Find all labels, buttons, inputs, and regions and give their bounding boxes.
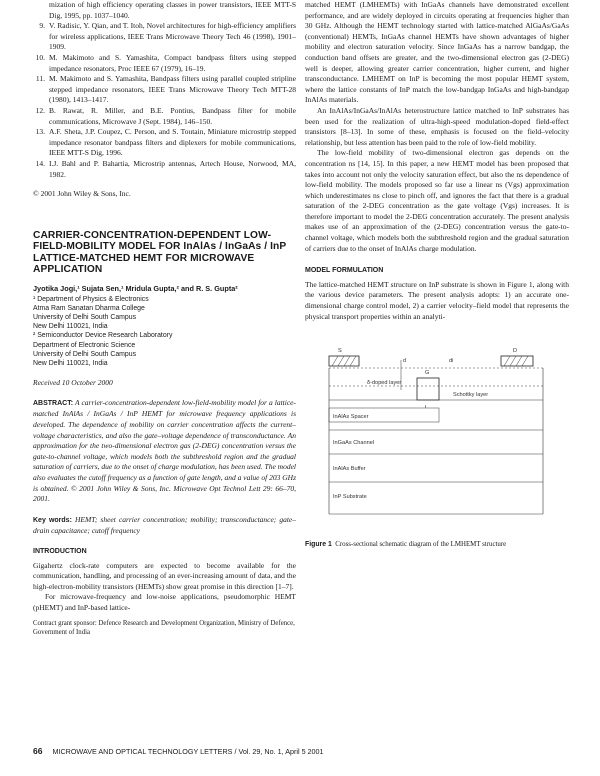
reference-list bbox=[33, 0, 296, 180]
affiliation-line: ² Semiconductor Device Research Laboratory bbox=[33, 332, 173, 340]
right-column bbox=[305, 0, 569, 549]
affiliations bbox=[33, 295, 296, 369]
gate-contact bbox=[417, 378, 439, 400]
dim-label-d: d bbox=[403, 358, 407, 365]
figure-caption-text: Cross-sectional schematic diagram of the LMHEMT structure bbox=[335, 541, 507, 549]
reference-item: 12. B. Rawat, R. Miller, and B.E. Pontius, Bandpass filter for mobile communications, Microwave J (Sept. 1984), 146–150. bbox=[35, 105, 296, 126]
abstract-text: A carrier-concentration-dependent low-field-mobility model for a lattice-matched InAlAs / InGaAs / InP HEMT for microwave frequency applications is developed. The dependence of mobility on carrier concentration affects the current–voltage characteristics, and also the gate–voltage dependence of transconductance. An approximation for the two-dimensional electron gas (2-DEG) concentration versus the gate-to-channel voltage, which models both the subthreshold region and the gradual saturation of carriers, due to the onset of charge modulation, has been used. The model also evaluates the cutoff frequency as a function of gate length, and a value of 203 GHz is obtained. © 2001 John Wiley & Sons, Inc. Microwave Opt Technol Lett 29: 66–70, 2001. bbox=[33, 397, 296, 504]
intro-paragraph: Gigahertz clock-rate computers are expected to become available for the communication, handling, and processing of an ever-increasing amount of data, and the high-electron-mobility transistors (HEMTs) show great promise in this direction [1–7]. bbox=[33, 560, 296, 591]
abstract bbox=[33, 398, 296, 505]
section-heading-introduction: INTRODUCTION bbox=[33, 548, 87, 555]
delta-doped-label: δ-doped layer bbox=[367, 380, 402, 387]
article-title: CARRIER-CONCENTRATION-DEPENDENT LOW-FIELD-MOBILITY MODEL FOR InAlAs / InGaAs / InP LATTICE-MATCHED HEMT FOR MICROWAVE APPLICATION bbox=[33, 229, 287, 276]
spacer-layer-label: InAlAs Spacer bbox=[333, 414, 369, 421]
page-footer bbox=[33, 746, 573, 756]
schottky-layer-label: Schottky layer bbox=[453, 392, 489, 399]
affiliation-line: New Delhi 110021, India bbox=[33, 360, 108, 368]
keywords-text: HEMT; sheet carrier concentration; mobility; transconductance; gate–drain capacitance; cutoff frequency bbox=[33, 514, 297, 536]
hemt-cross-section-diagram bbox=[305, 338, 569, 536]
body-paragraph: The lattice-matched HEMT structure on InP substrate is shown in Figure 1, along with the various device parameters. The present analysis adopts: 1) an accurate one-dimensional charge control model, 2) a carrier velocity–field model that represents the physical transport properties within an analyti- bbox=[305, 279, 569, 321]
received-date: Received 10 October 2000 bbox=[33, 378, 113, 388]
figure-caption-label: Figure 1 bbox=[305, 541, 332, 549]
footnote: Contract grant sponsor: Defence Research and Development Organization, Ministry of Defence, Government of India bbox=[33, 619, 295, 636]
affiliation-line: ¹ Department of Physics & Electronics bbox=[33, 295, 149, 303]
keywords bbox=[33, 515, 296, 537]
body-paragraph: matched HEMT (LMHEMTs) with InGaAs channels have demonstrated excellent performance, and are widely deployed in circuits operating at frequencies higher than 30 GHz. Although the HEMT technology started with lattice-matched AlGaAs/GaAs (conventional) HEMTs, InGaAs channel HEMTs have shown advantages of higher mobility and electron saturation velocity. Since InGaAs has a narrow bandgap, the conduction band offsets are greater, and the two-dimensional electron gas (2-DEG) well is deeper, allowing greater carrier concentration, higher current, and higher transconductance. LMHEMT on InP is becoming the most popular HEMT system, where the lattice constants of InP match the low-bandgap InGaAs and high-bandgap InAlAs materials. bbox=[305, 0, 569, 105]
affiliation-line: New Delhi 110021, India bbox=[33, 323, 108, 331]
reference-item: 10. M. Makimoto and S. Yamashita, Compact bandpass filters using stepped impedance resonators, Proc IEEE 67 (1979), 16–19. bbox=[35, 52, 296, 73]
source-contact bbox=[329, 356, 359, 366]
source-label: S bbox=[338, 348, 342, 355]
reference-item: 14. I.J. Bahl and P. Bahartia, Microstrip antennas, Artech House, Norwood, MA, 1982. bbox=[35, 158, 296, 179]
dim-label-di: di bbox=[449, 358, 454, 365]
previous-article-copyright: © 2001 John Wiley & Sons, Inc. bbox=[33, 189, 131, 199]
figure-caption bbox=[305, 540, 569, 549]
section-heading-model: MODEL FORMULATION bbox=[305, 267, 384, 275]
body-paragraph: The low-field mobility of two-dimensional electron gas depends on the concentration ns [14, 15]. In this paper, a new HEMT model has been proposed that takes into account not only the velocity saturation effect, but also the ns dependence of low-field mobility. The models proposed so far use a linear ns (Vgs) approximation which underestimates ns close to pinch off, and ignores the fact that there is a gradual saturation of the 2-DEG concentration as the gate voltage (Vgs) increases. It is therefore important to model the 2-DEG concentration accurately. The present analysis makes use of an approximation of the (2-DEG) concentration versus the gate-to-channel voltage, which models both the subthreshold region and the gradual saturation of carriers due to the onset of InAlAs charge modulation. bbox=[305, 148, 569, 253]
abstract-label: ABSTRACT: bbox=[33, 399, 74, 407]
affiliation-line: Atma Ram Sanatan Dharma College bbox=[33, 304, 145, 312]
buffer-layer-label: InAlAs Buffer bbox=[333, 466, 366, 473]
keywords-label: Key words: bbox=[33, 516, 72, 524]
figure-1 bbox=[305, 338, 569, 536]
reference-item: 13. A.F. Sheta, J.P. Coupez, C. Person, and S. Toutain, Miniature microstrip stepped impedance resonator bandpass filters and diplexers for mobile communications, IEEE MTT-S Dig, 1996. bbox=[35, 127, 296, 158]
author-list: Jyotika Jogi,¹ Sujata Sen,¹ Mridula Gupta,² and R. S. Gupta² bbox=[33, 284, 238, 294]
affiliation-line: University of Delhi South Campus bbox=[33, 314, 137, 322]
reference-item: 11. M. Makimoto and S. Yamashita, Bandpass filters using parallel coupled stripline stepped impedance resonators, IEEE Trans Microwave Theory Tech MTT-28 (1980), 1413–1417. bbox=[35, 74, 296, 105]
journal-running-footer: MICROWAVE AND OPTICAL TECHNOLOGY LETTERS / Vol. 29, No. 1, April 5 2001 bbox=[52, 747, 324, 756]
substrate-layer-label: InP Substrate bbox=[333, 494, 367, 501]
page-number: 66 bbox=[33, 746, 43, 756]
drain-label: D bbox=[513, 348, 518, 355]
channel-layer-label: InGaAs Channel bbox=[333, 440, 375, 447]
intro-paragraph: For microwave-frequency and low-noise applications, pseudomorphic HEMT (pHEMT) and InP-based lattice- bbox=[33, 592, 296, 612]
gate-label: G bbox=[425, 370, 430, 377]
reference-item: 9. V. Radisic, Y. Qian, and T. Itoh, Novel architectures for high-efficiency amplifiers for wireless applications, IEEE Trans Microwave Theory Tech 46 (1998), 1901–1909. bbox=[39, 21, 296, 52]
reference-item: mization of high efficiency operating classes in power transistors, IEEE MTT-S Dig, 1995, pp. 1037–1040. bbox=[49, 0, 296, 20]
body-paragraph: An InAlAs/InGaAs/InAlAs heterostructure lattice matched to InP substrates has been used for the realization of ultra-high-speed modulation-doped field-effect transistors [8–13]. In some of these, emphasis is focused on the field–velocity relationship, but less attention has been paid to the role of low-field mobility. bbox=[305, 105, 569, 147]
affiliation-line: Department of Electronic Science bbox=[33, 341, 136, 349]
affiliation-line: University of Delhi South Campus bbox=[33, 350, 137, 358]
left-column bbox=[33, 0, 296, 637]
